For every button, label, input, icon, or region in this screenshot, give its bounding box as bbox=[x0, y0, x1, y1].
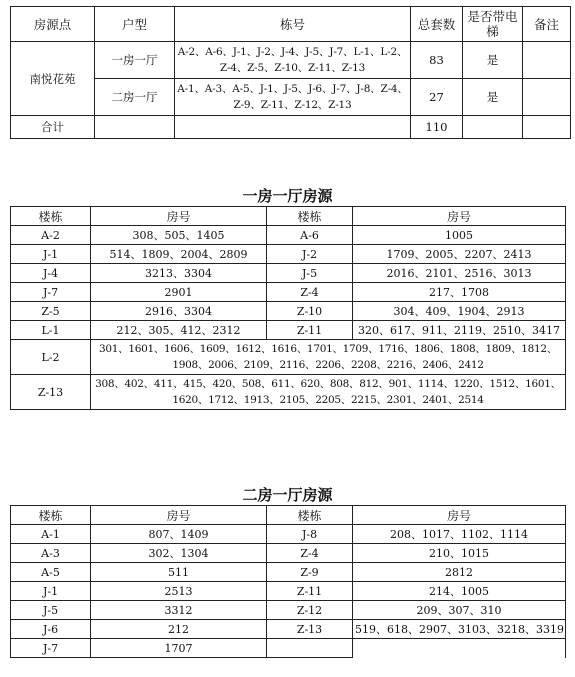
header-rooms: 房号 bbox=[353, 506, 566, 525]
building-cell: Z-12 bbox=[267, 601, 353, 620]
header-source: 房源点 bbox=[11, 7, 95, 42]
table-row bbox=[11, 264, 566, 283]
building-cell: Z-13 bbox=[267, 620, 353, 639]
two-bedroom-table bbox=[10, 505, 566, 658]
rooms-cell bbox=[353, 639, 566, 658]
rooms-cell-wide: 301、1601、1606、1609、1612、1616、1701、1709、1716、1806、1808、1809、1812、1908、2006、2109、2116、2206、2208、2216、2406、2412 bbox=[91, 340, 566, 375]
rooms-cell: 3213、3304 bbox=[91, 264, 267, 283]
total-empty bbox=[175, 116, 411, 139]
one-bedroom-table bbox=[10, 206, 566, 410]
table-row bbox=[11, 620, 566, 639]
header-rooms: 房号 bbox=[353, 207, 566, 226]
one-bedroom-title: 一房一厅房源 bbox=[242, 187, 333, 205]
rooms-cell: 214、1005 bbox=[353, 582, 566, 601]
two-bedroom-header bbox=[11, 506, 566, 525]
table-row bbox=[11, 544, 566, 563]
building-cell: A-2 bbox=[11, 226, 91, 245]
building-cell: A-5 bbox=[11, 563, 91, 582]
building-cell: L-1 bbox=[11, 321, 91, 340]
rooms-cell-wide: 308、402、411、415、420、508、611、620、808、812、901、1114、1220、1512、1601、1620、1712、1913、2105、2205、2215、2301、2401、2514 bbox=[91, 375, 566, 410]
header-building: 楼栋 bbox=[267, 207, 353, 226]
building-cell: J-6 bbox=[11, 620, 91, 639]
rooms-cell: 212、305、412、2312 bbox=[91, 321, 267, 340]
total-label: 合计 bbox=[11, 116, 95, 139]
elevator-flag: 是 bbox=[463, 79, 523, 116]
rooms-cell: 308、505、1405 bbox=[91, 226, 267, 245]
table-row bbox=[11, 563, 566, 582]
total-row bbox=[11, 116, 571, 139]
header-elevator: 是否带电梯 bbox=[463, 7, 523, 42]
table-row bbox=[11, 582, 566, 601]
rooms-cell: 1707 bbox=[91, 639, 267, 658]
header-building: 楼栋 bbox=[11, 506, 91, 525]
building-cell: A-1 bbox=[11, 525, 91, 544]
building-cell: Z-13 bbox=[11, 375, 91, 410]
building-cell: J-4 bbox=[11, 264, 91, 283]
two-bedroom-title: 二房一厅房源 bbox=[242, 486, 333, 504]
rooms-cell: 304、409、1904、2913 bbox=[353, 302, 566, 321]
building-cell: J-5 bbox=[11, 601, 91, 620]
rooms-cell: 2016、2101、2516、3013 bbox=[353, 264, 566, 283]
building-cell: J-7 bbox=[11, 639, 91, 658]
building-cell: J-8 bbox=[267, 525, 353, 544]
table-row bbox=[11, 321, 566, 340]
header-rooms: 房号 bbox=[91, 207, 267, 226]
rooms-cell: 210、1015 bbox=[353, 544, 566, 563]
header-building: 楼栋 bbox=[267, 506, 353, 525]
rooms-cell: 511 bbox=[91, 563, 267, 582]
header-rooms: 房号 bbox=[91, 506, 267, 525]
rooms-cell: 208、1017、1102、1114 bbox=[353, 525, 566, 544]
note-cell bbox=[523, 42, 571, 79]
building-cell: Z-9 bbox=[267, 563, 353, 582]
building-cell bbox=[267, 639, 353, 658]
summary-header-row bbox=[11, 7, 571, 42]
header-type: 户型 bbox=[95, 7, 175, 42]
elevator-flag: 是 bbox=[463, 42, 523, 79]
header-buildings: 栋号 bbox=[175, 7, 411, 42]
summary-table bbox=[10, 6, 571, 139]
rooms-cell: 519、618、2907、3103、3218、3319 bbox=[353, 620, 566, 639]
header-count: 总套数 bbox=[411, 7, 463, 42]
table-row-wide bbox=[11, 340, 566, 375]
building-cell: Z-5 bbox=[11, 302, 91, 321]
one-bedroom-header bbox=[11, 207, 566, 226]
rooms-cell: 1005 bbox=[353, 226, 566, 245]
building-cell: J-1 bbox=[11, 245, 91, 264]
rooms-cell: 3312 bbox=[91, 601, 267, 620]
building-list: A-1、A-3、A-5、J-1、J-5、J-6、J-7、J-8、Z-4、Z-9、Z-11、Z-12、Z-13 bbox=[175, 79, 411, 116]
rooms-cell: 514、1809、2004、2809 bbox=[91, 245, 267, 264]
project-name: 南悦花苑 bbox=[11, 42, 95, 116]
building-cell: Z-11 bbox=[267, 582, 353, 601]
building-list: A-2、A-6、J-1、J-2、J-4、J-5、J-7、L-1、L-2、Z-4、Z-5、Z-10、Z-11、Z-13 bbox=[175, 42, 411, 79]
header-note: 备注 bbox=[523, 7, 571, 42]
building-cell: Z-4 bbox=[267, 283, 353, 302]
building-cell: A-6 bbox=[267, 226, 353, 245]
note-cell bbox=[523, 79, 571, 116]
total-empty bbox=[463, 116, 523, 139]
rooms-cell: 302、1304 bbox=[91, 544, 267, 563]
total-value: 110 bbox=[411, 116, 463, 139]
building-cell: J-5 bbox=[267, 264, 353, 283]
table-row bbox=[11, 283, 566, 302]
header-building: 楼栋 bbox=[11, 207, 91, 226]
table-row bbox=[11, 601, 566, 620]
building-cell: Z-4 bbox=[267, 544, 353, 563]
rooms-cell: 217、1708 bbox=[353, 283, 566, 302]
total-empty bbox=[523, 116, 571, 139]
total-empty bbox=[95, 116, 175, 139]
rooms-cell: 2812 bbox=[353, 563, 566, 582]
rooms-cell: 212 bbox=[91, 620, 267, 639]
rooms-cell: 209、307、310 bbox=[353, 601, 566, 620]
summary-row bbox=[11, 79, 571, 116]
summary-row bbox=[11, 42, 571, 79]
table-row bbox=[11, 639, 566, 658]
building-cell: A-3 bbox=[11, 544, 91, 563]
unit-count: 83 bbox=[411, 42, 463, 79]
rooms-cell: 1709、2005、2207、2413 bbox=[353, 245, 566, 264]
unit-type: 一房一厅 bbox=[95, 42, 175, 79]
table-row bbox=[11, 226, 566, 245]
building-cell: J-1 bbox=[11, 582, 91, 601]
unit-type: 二房一厅 bbox=[95, 79, 175, 116]
rooms-cell: 2901 bbox=[91, 283, 267, 302]
rooms-cell: 807、1409 bbox=[91, 525, 267, 544]
rooms-cell: 2513 bbox=[91, 582, 267, 601]
building-cell: L-2 bbox=[11, 340, 91, 375]
unit-count: 27 bbox=[411, 79, 463, 116]
rooms-cell: 2916、3304 bbox=[91, 302, 267, 321]
table-row bbox=[11, 302, 566, 321]
table-row bbox=[11, 245, 566, 264]
building-cell: J-2 bbox=[267, 245, 353, 264]
building-cell: Z-11 bbox=[267, 321, 353, 340]
rooms-cell: 320、617、911、2119、2510、3417 bbox=[353, 321, 566, 340]
building-cell: J-7 bbox=[11, 283, 91, 302]
building-cell: Z-10 bbox=[267, 302, 353, 321]
table-row bbox=[11, 525, 566, 544]
table-row-wide bbox=[11, 375, 566, 410]
